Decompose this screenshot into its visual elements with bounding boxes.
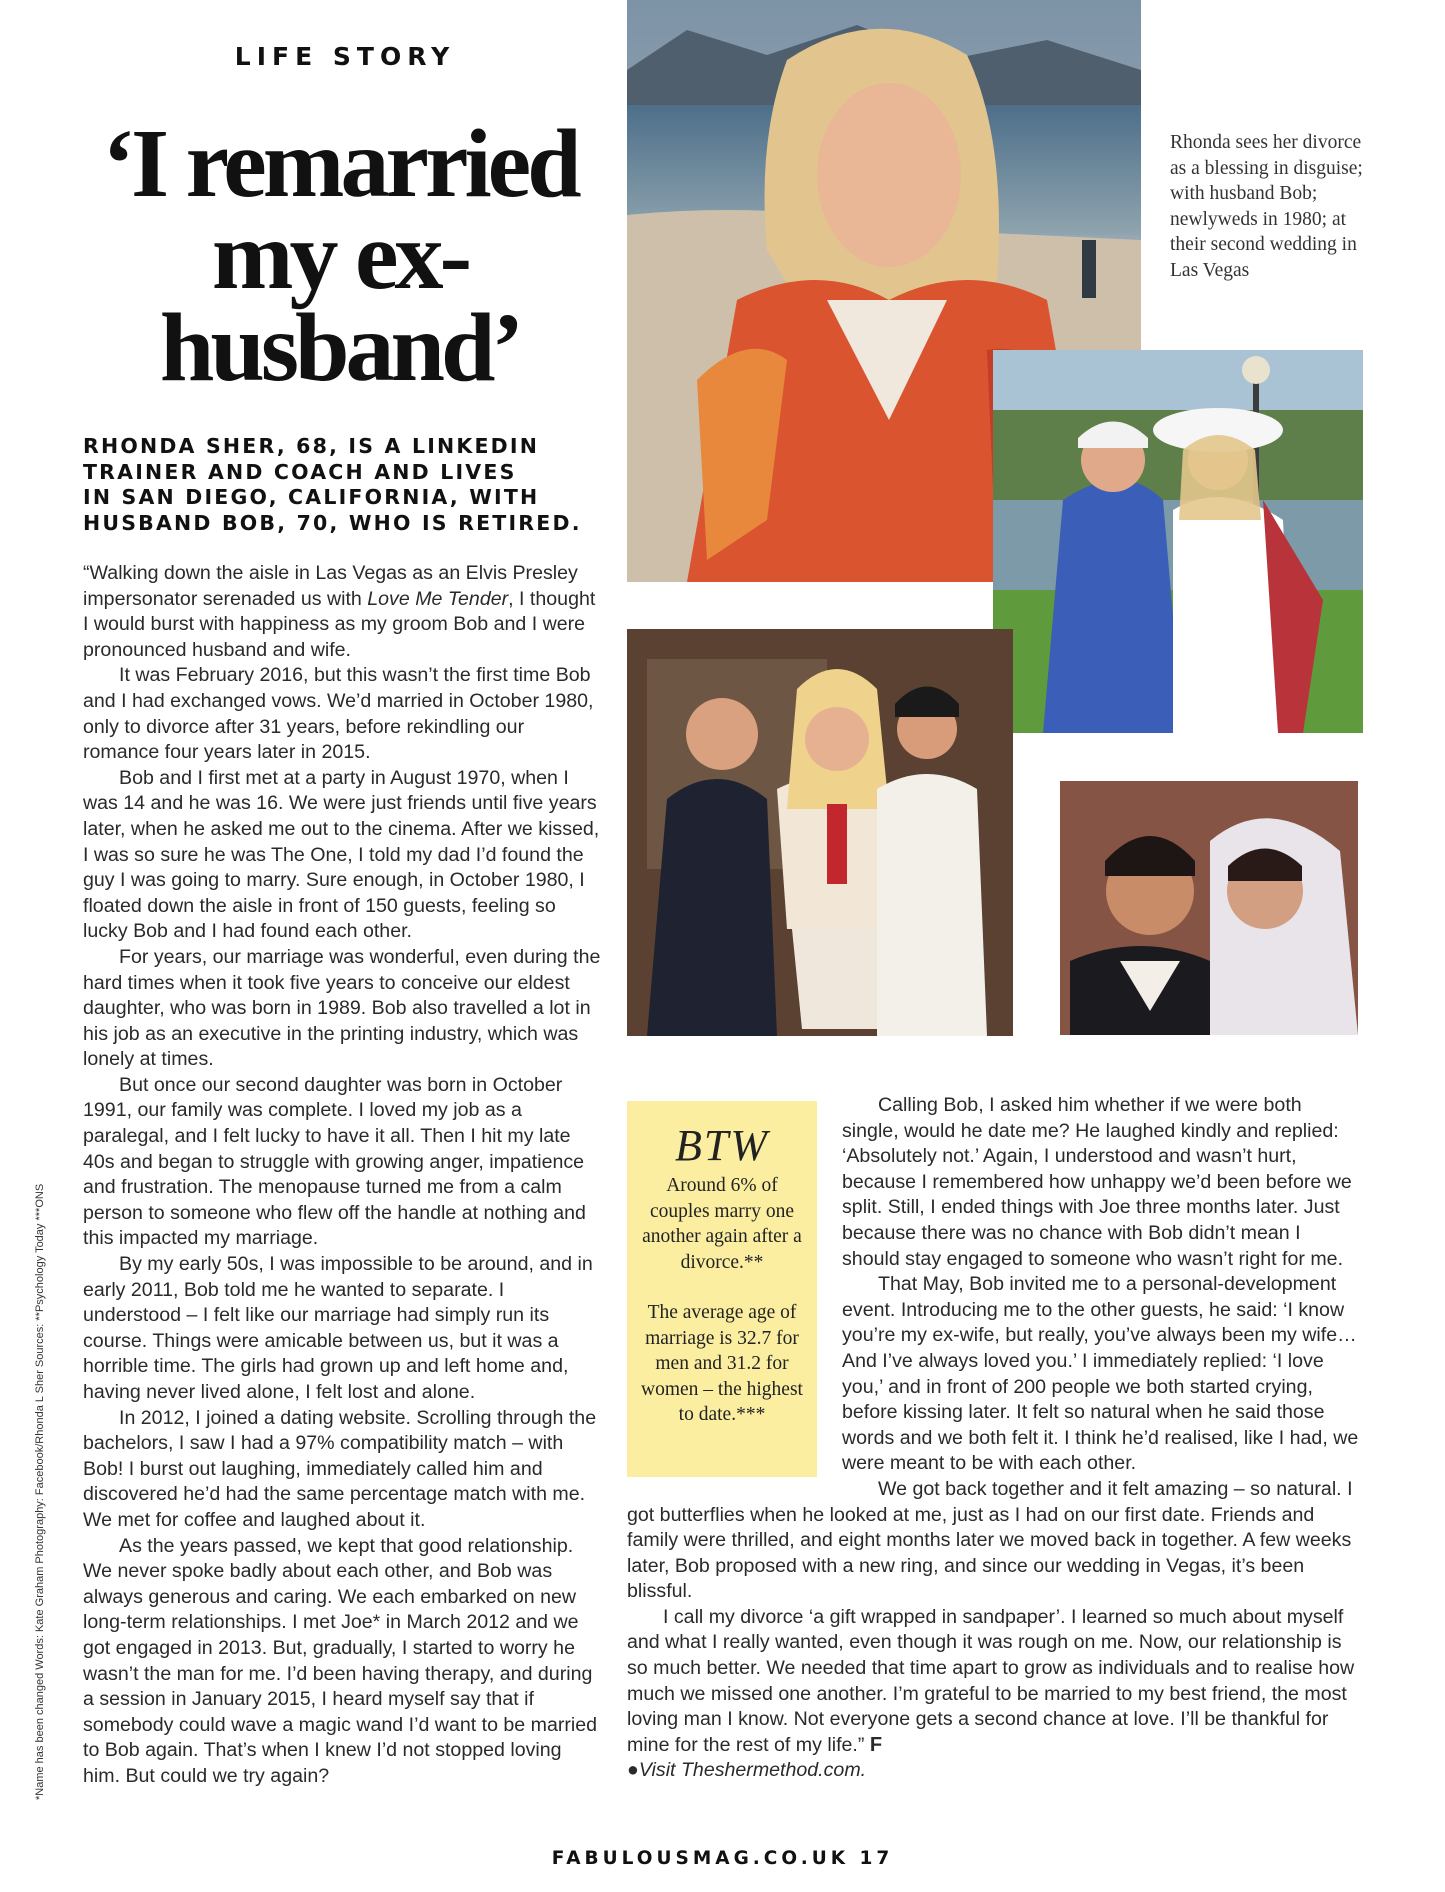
headline-line: husband’	[159, 294, 521, 402]
headline-line: my ex-	[211, 202, 469, 310]
text-span: “Walking down the aisle in Las Vegas as an Elvis Presley impersonator serenaded us with	[83, 562, 578, 610]
paragraph	[83, 561, 603, 663]
article-body-right	[627, 1093, 1362, 1784]
couple-lake-image	[993, 350, 1363, 733]
photo-vegas-wedding	[627, 629, 1013, 1036]
bullet-icon: ●	[627, 1759, 639, 1782]
btw-fact: The average age of marriage is 32.7 for men and 31.2 for women – the highest to date.***	[641, 1302, 803, 1425]
section-kicker: LIFE STORY	[234, 42, 456, 71]
headline-line: ‘I remarried	[102, 110, 578, 218]
headline	[40, 110, 640, 402]
text-span: , I thought I would burst with happiness as my groom Bob and I were pronounced husband and wife.	[83, 587, 596, 661]
text-span: I call my divorce ‘a gift wrapped in sandpaper’. I learned so much about myself and what I really wanted, even though it was rough on me. Now, our relationship is so much better. We needed that time apart to grow as individuals and to realise how much we missed one another. I’m grateful to be married to my best friend, the most loving man I know. Not everyone gets a second chance at love. I’ll be thankful for mine for the rest of my life.”	[627, 1605, 1355, 1756]
standfirst-line: TRAINER AND COACH AND LIVES	[83, 459, 517, 484]
standfirst-line: RHONDA SHER, 68, IS A LINKEDIN	[83, 434, 540, 458]
page-footer: FABULOUSMAG.CO.UK 17	[551, 1848, 894, 1869]
end-mark: F	[869, 1733, 883, 1756]
website-link[interactable]: Visit Theshermethod.com.	[638, 1759, 867, 1782]
credits-text: *Name has been changed Words: Kate Graham Photography: Facebook/Rhonda L Sher Sources: **Psychology Today ***ONS	[34, 1183, 46, 1800]
song-title: Love Me Tender	[367, 587, 509, 610]
paragraph: In 2012, I joined a dating website. Scrolling through the bachelors, I saw I had a 97% compatibility match – with Bob! I burst out laughing, immediately called him and discovered he’d had the same percentage match with me. We met for coffee and laughed about it.	[83, 1406, 597, 1531]
btw-fact: Around 6% of couples marry one another again after a divorce.**	[642, 1175, 802, 1273]
credits-sidebar	[34, 1183, 52, 1800]
article-body-left	[83, 561, 603, 1790]
paragraph: Calling Bob, I asked him whether if we were both single, would he date me? He laughed kindly and replied: ‘Absolutely not.’ Again, I understood and wasn’t hurt, because I remembered how unhappy we’d been before we split. Still, I ended things with Joe three months later. Just because there was no chance with Bob didn’t mean I should stay engaged to someone who wasn’t right for me.	[842, 1094, 1352, 1270]
paragraph: Bob and I first met at a party in August 1970, when I was 14 and he was 16. We were just friends until five years later, when he asked me out to the cinema. After we kissed, I was so sure he was The One, I told my dad I’d found the guy I was going to marry. Sure enough, in October 1980, I floated down the aisle in front of 150 guests, feeling so lucky Bob and I had found each other.	[83, 766, 600, 943]
paragraph: But once our second daughter was born in October 1991, our family was complete. I loved my job as a paralegal, and I felt lucky to have it all. Then I hit my late 40s and began to struggle with growing anger, impatience and frustration. The menopause turned me from a calm person to someone who flew off the handle at nothing and this impacted my marriage.	[83, 1073, 586, 1250]
standfirst-line: HUSBAND BOB, 70, WHO IS RETIRED.	[83, 510, 582, 535]
photo-caption: Rhonda sees her divorce as a blessing in disguise; with husband Bob; newlyweds in 1980; at their second wedding in Las Vegas	[1170, 132, 1363, 281]
website-line	[627, 1758, 1362, 1784]
paragraph: For years, our marriage was wonderful, even during the hard times when it took five years to conceive our eldest daughter, who was born in 1989. Bob also travelled a lot in his job as an executive in the printing industry, which was lonely at times.	[83, 945, 601, 1071]
standfirst	[83, 434, 603, 536]
paragraph: We got back together and it felt amazing – so natural. I got butterflies when he looked at me, just as I had on our first date. Friends and family were thrilled, and eight months later we moved back in together. A few weeks later, Bob proposed with a new ring, and since our wedding in Vegas, it’s been blissful.	[627, 1477, 1353, 1603]
paragraph: As the years passed, we kept that good relationship. We never spoke badly about each other, and Bob was always generous and caring. We each embarked on new long-term relationships. I met Joe* in March 2012 and we got engaged in 2013. But, gradually, I started to worry he wasn’t the man for me. I’d been having therapy, and during a session in January 2015, I heard myself say that if somebody could wave a magic wand I’d want to be married to Bob again. That’s when I knew I’d not stopped loving him. But could we try again?	[83, 1534, 598, 1787]
paragraph	[627, 1605, 1362, 1759]
photo-couple-lake	[993, 350, 1363, 733]
paragraph: It was February 2016, but this wasn’t the first time Bob and I had exchanged vows. We’d married in October 1980, only to divorce after 31 years, before rekindling our romance four years later in 2015.	[83, 664, 594, 764]
newlyweds-1980-image	[1060, 781, 1358, 1035]
standfirst-line: IN SAN DIEGO, CALIFORNIA, WITH	[83, 485, 540, 509]
photo-newlyweds-1980	[1060, 781, 1358, 1035]
paragraph: That May, Bob invited me to a personal-development event. Introducing me to the other guests, he said: ‘I know you’re my ex-wife, but really, you’ve always been my wife… And I’ve always loved you.’ I immediately replied: ‘I love you,’ and in front of 200 people we both started crying, before kissing later. It felt so natural when he said those words and we both felt it. I think he’d realised, like I had, we were meant to be with each other.	[842, 1273, 1359, 1475]
factbox-spacer	[627, 1093, 842, 1485]
vegas-wedding-image	[627, 629, 1013, 1036]
btw-title: BTW	[675, 1121, 769, 1170]
paragraph: By my early 50s, I was impossible to be around, and in early 2011, Bob told me he wanted to separate. I understood – I felt like our marriage had simply run its course. Things were amicable between us, but it was a horrible time. The girls had grown up and left home and, having never lived alone, I felt lost and alone.	[83, 1253, 593, 1403]
